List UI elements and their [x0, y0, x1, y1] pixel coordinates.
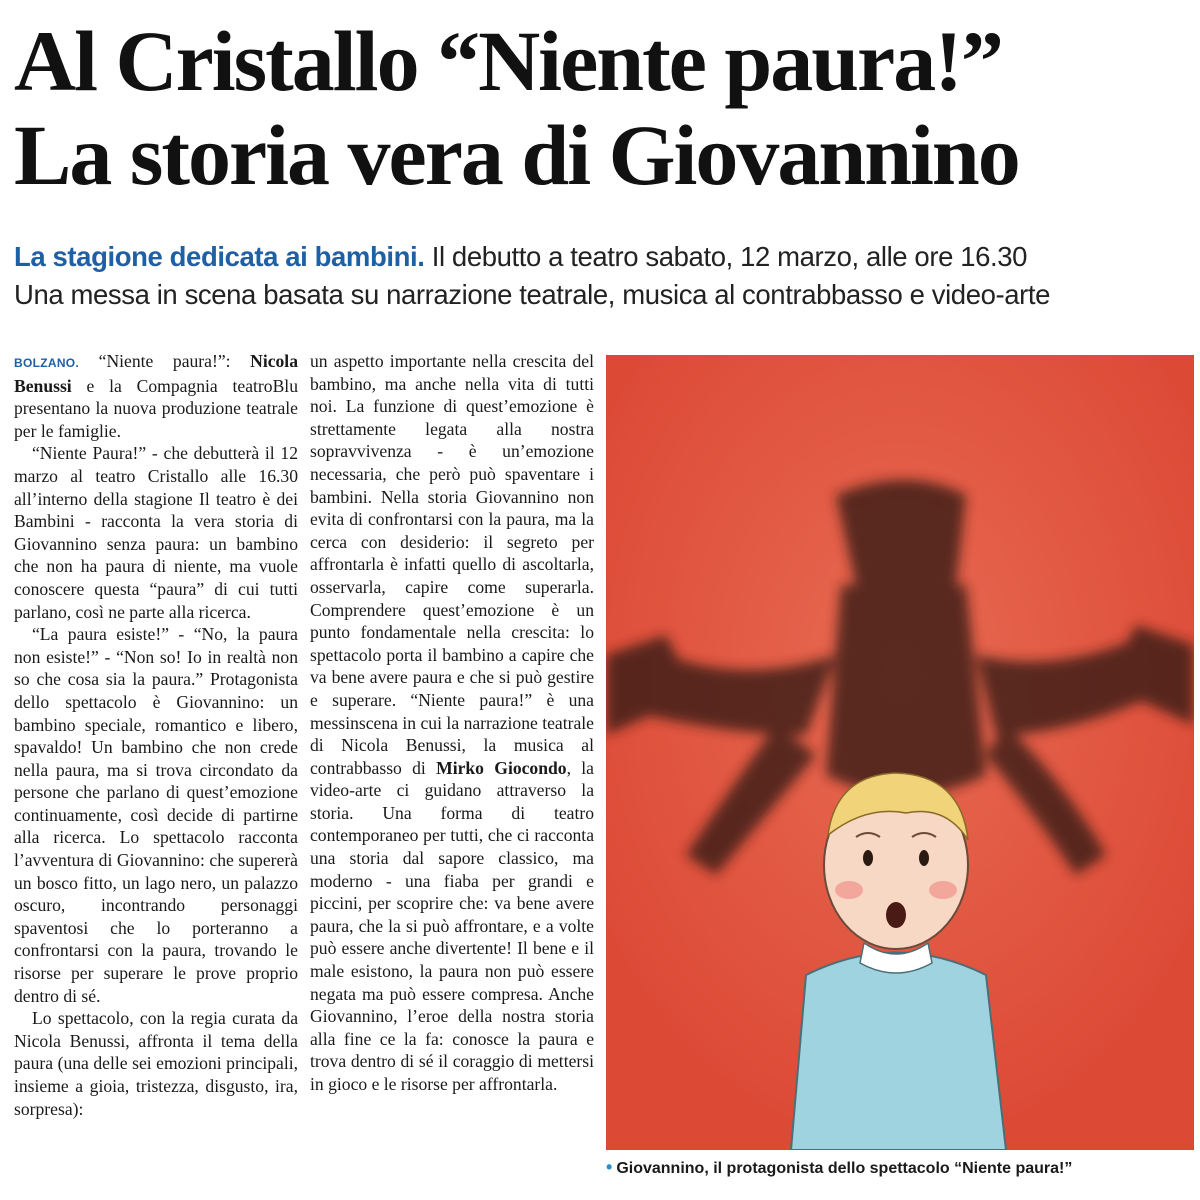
giovannino-illustration [606, 355, 1194, 1150]
article-illustration [606, 355, 1194, 1150]
caption-text: Giovannino, il protagonista dello spettacolo “Niente paura!” [616, 1160, 1073, 1177]
paragraph: Lo spettacolo, con la regia curata da Nicola Benussi, affronta il tema della paura (una delle sei emozioni principali, insieme a gioia, tristezza, disgusto, ira, sorpresa): [14, 1008, 298, 1119]
subhead-line-2: Una messa in scena basata su narrazione teatrale, musica al contrabbasso e video-arte [14, 279, 1051, 310]
paragraph: “La paura esiste!” - “No, la paura non esiste!” - “Non so! Io in realtà non so che cosa sia la paura.” Protagonista dello spettacolo è Giovannino: un bambino speciale, romantico e libero, spavaldo! Un bambino che non crede nella paura, ma si trova circondato da persone che parlano di quest’emozione continuamente, così decide di partirne alla ricerca. Lo spettacolo racconta l’avventura di Giovannino: che supererà un bosco fitto, un lago nero, un palazzo oscuro, incontrando personaggi spaventosi che lo porteranno a confrontarsi con la paura, trovando le risorse per superare le prove proprio dentro di sé. [14, 624, 298, 1006]
subhead-line-1 [14, 238, 1194, 276]
headline-line-1: Al Cristallo “Niente paura!” [14, 13, 1002, 109]
musician-name: Mirko Giocondo [436, 757, 567, 778]
paragraph: un aspetto importante nella crescita del bambino, ma anche nella vita di tutti noi. La funzione di quest’emozione è strettamente legata alla nostra sopravvivenza - è un’emozione necessaria, che però può spaventare i bambini. Nella storia Giovannino non evita di confrontarsi con la paura, ma la cerca con desiderio: il segreto per affrontarla è infatti quello di ascoltarla, osservarla, capire come superarla. Comprendere quest’emozione è un punto fondamentale nella crescita: lo spettacolo porta il bambino a capire che va bene avere paura e che si può gestire e superare. “Niente paura!” è una messinscena in cui la narrazione teatrale di Nicola Benussi, la musica al contrabbasso di Mirko Giocondo, la video-arte ci guidano attraverso la storia. Una forma di teatro contemporaneo per tutti, che ci racconta una storia dal sapore classico, ma moderno - una fiaba per grandi e piccini, per scoprire che: va bene avere paura, che la si può affrontare, e a volte può essere anche divertente! Il bene e il male esistono, la paura non può essere negata ma può essere compresa. Anche Giovannino, l’eroe della nostra storia alla fine ce la fa: conosce la paura e trova dentro di sé il coraggio di mettersi in gioco e le risorse per affrontarla. [310, 351, 594, 1094]
subheadline [14, 238, 1194, 314]
article-column-1 [14, 350, 298, 1120]
headline-line-2: La storia vera di Giovannino [14, 107, 1019, 203]
headline [14, 14, 1194, 202]
author-name: Nicola Benussi [14, 351, 298, 396]
subhead-lead: La stagione dedicata ai bambini. [14, 241, 425, 272]
caption-bullet-icon: • [606, 1157, 613, 1177]
paragraph: “Niente Paura!” - che debutterà il 12 marzo al teatro Cristallo alle 16.30 all’interno della stagione Il teatro è dei Bambini - racconta la vera storia di Giovannino senza paura: un bambino che non ha paura di niente, ma vuole conoscere questa “paura” di cui tutti parlano, così ne parte alla ricerca. [14, 443, 298, 622]
subhead-line-1-rest: Il debutto a teatro sabato, 12 marzo, alle ore 16.30 [424, 241, 1028, 272]
dateline: BOLZANO. [14, 356, 80, 370]
paragraph: BOLZANO. “Niente paura!”: Nicola Benussi e la Compagnia teatroBlu presentano la nuova produzione teatrale per le famiglie. [14, 351, 298, 441]
article-column-2 [310, 350, 594, 1096]
illustration-caption [606, 1157, 1196, 1178]
